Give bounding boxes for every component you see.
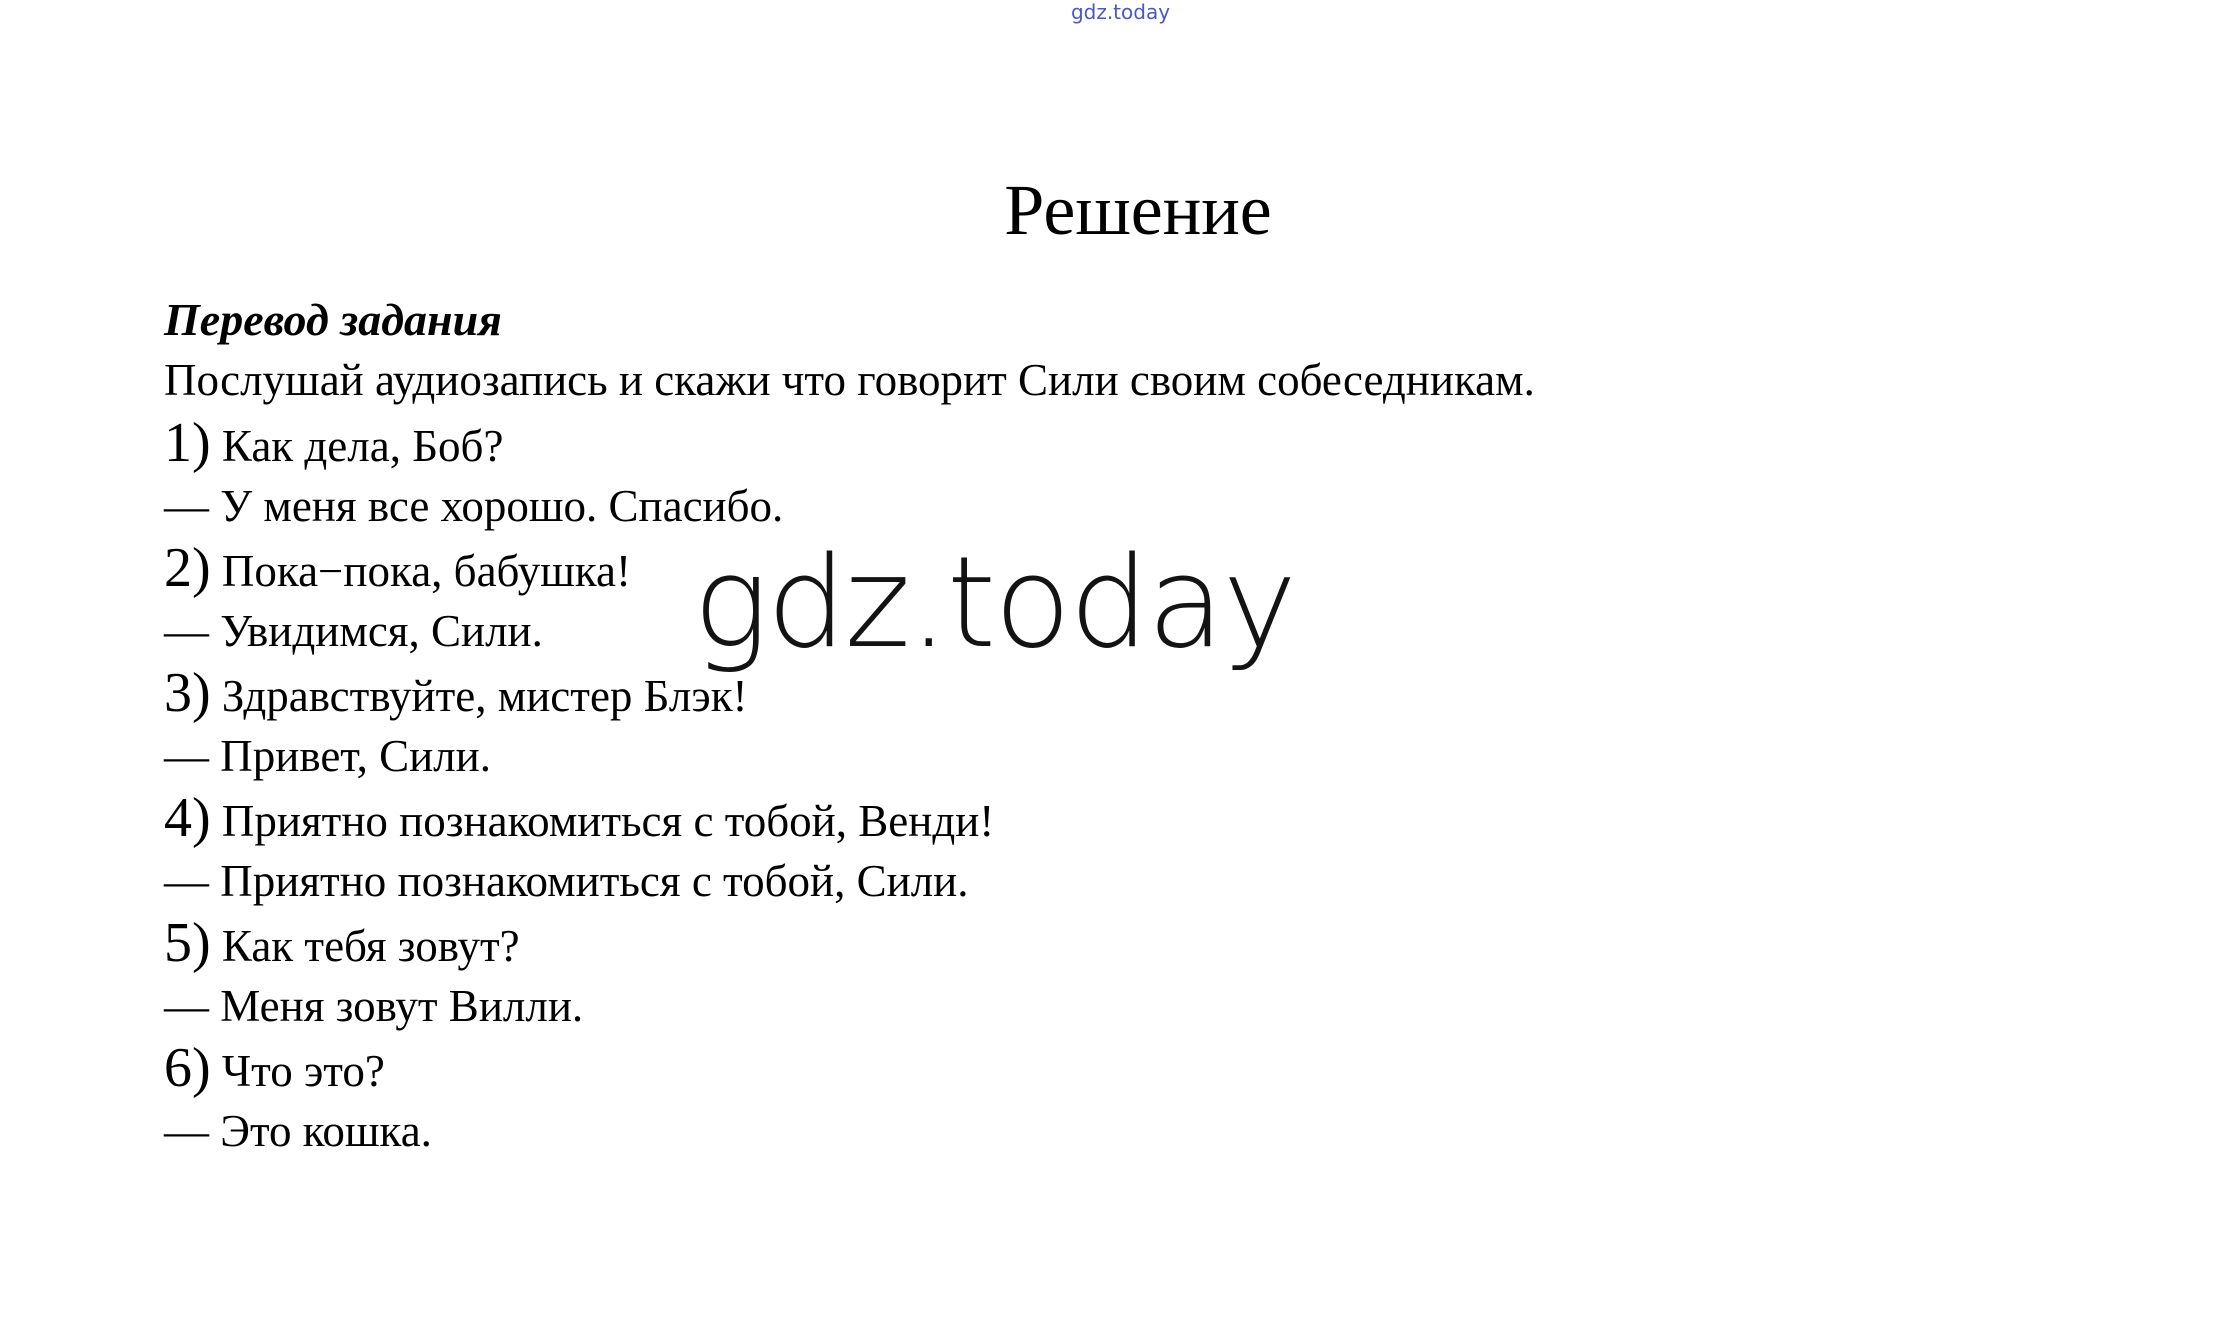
watermark-logo: gdz.today: [693, 529, 1296, 676]
task-instruction: Послушай аудиозапись и скажи что говорит Сили своим собеседникам.: [164, 355, 1535, 405]
dialogue-number: 1): [164, 412, 211, 474]
question-text: Как тебя зовут?: [221, 921, 520, 971]
dialogue-number: 6): [164, 1037, 211, 1099]
top-watermark: gdz.today: [1070, 0, 1171, 24]
question-text: Пока−пока, бабушка!: [221, 546, 632, 596]
dialogue-answer: — Это кошка.: [164, 1106, 432, 1156]
dialogue-item: [164, 412, 2114, 537]
dialogue-answer: — Меня зовут Вилли.: [164, 981, 584, 1031]
dialogue-item: [164, 912, 2114, 1037]
page-title: Решение: [1004, 170, 1272, 250]
dialogue-answer: — У меня все хорошо. Спасибо.: [164, 481, 784, 531]
question-text: Приятно познакомиться с тобой, Венди!: [221, 796, 995, 846]
dialogue-item: [164, 1037, 2114, 1162]
dialogue-question: [164, 912, 2114, 976]
dialogue-answer: — Увидимся, Сили.: [164, 606, 543, 656]
dialogue-answer: — Привет, Сили.: [164, 731, 491, 781]
question-text: Здравствуйте, мистер Блэк!: [221, 671, 748, 721]
document-body: [164, 290, 2114, 1162]
section-subtitle: Перевод задания: [164, 294, 502, 345]
dialogue-question: [164, 412, 2114, 476]
dialogue-question: [164, 1037, 2114, 1101]
dialogue-number: 2): [164, 537, 211, 599]
dialogue-number: 4): [164, 787, 211, 849]
question-text: Что это?: [221, 1046, 385, 1096]
dialogue-item: [164, 787, 2114, 912]
dialogue-question: [164, 787, 2114, 851]
dialogue-answer: — Приятно познакомиться с тобой, Сили.: [164, 856, 969, 906]
dialogue-number: 5): [164, 912, 211, 974]
dialogue-number: 3): [164, 662, 211, 724]
question-text: Как дела, Боб?: [221, 421, 504, 471]
dialogue-item: [164, 662, 2114, 787]
